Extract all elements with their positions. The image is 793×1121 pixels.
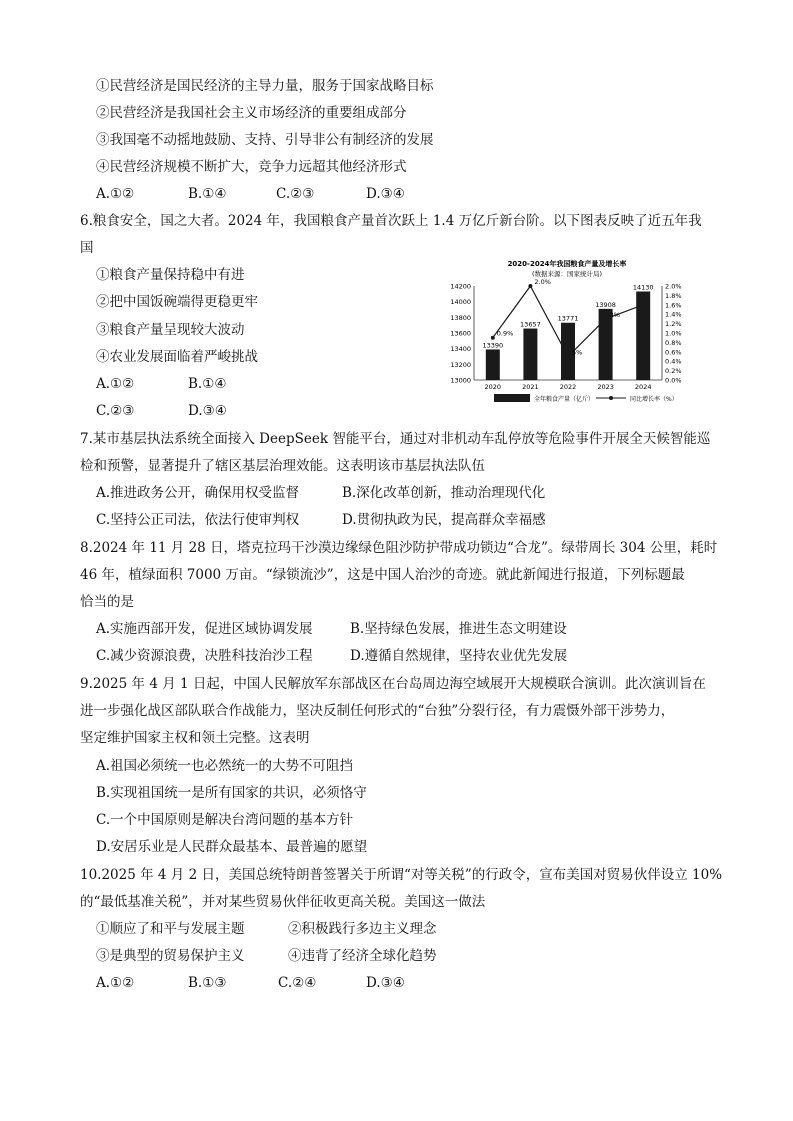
bar-value-label: 13390	[482, 341, 504, 350]
grain-production-chart	[436, 256, 698, 406]
q5-option-d: D.③④	[366, 186, 405, 202]
bar-value-label: 14130	[632, 283, 654, 292]
q8-option-a: A.实施西部开发，促进区域协调发展	[96, 621, 313, 637]
q10-option-a: A.①②	[96, 975, 135, 991]
y-left-tick-label: 13600	[450, 329, 471, 338]
bar	[523, 329, 537, 380]
y-left-tick-label: 13800	[450, 313, 471, 322]
q7-option-b: B.深化改革创新，推动治理现代化	[342, 485, 546, 501]
y-left-tick-label: 13000	[450, 376, 471, 385]
q8-stem-line-3: 恰当的是	[80, 594, 134, 610]
growth-rate-point	[566, 355, 570, 359]
bar-value-label: 13771	[557, 314, 579, 323]
q5-statement-3: ③我国毫不动摇地鼓励、支持、引导非公有制经济的发展	[96, 132, 434, 148]
q10-option-c: C.②④	[278, 975, 317, 991]
growth-rate-label: 0.9%	[496, 329, 514, 338]
bar-value-label: 13908	[595, 300, 616, 309]
q8-option-c: C.减少资源浪费，决胜科技治沙工程	[96, 648, 313, 664]
growth-rate-point	[491, 336, 495, 340]
q6-option-a: A.①②	[96, 376, 135, 392]
q10-statement-2: ②积极践行多边主义理念	[288, 921, 437, 937]
y-left-tick-label: 13200	[450, 360, 471, 369]
q10-statement-1: ①顺应了和平与发展主题	[96, 921, 245, 937]
legend-bar-swatch	[494, 394, 530, 402]
q9-option-c: C.一个中国原则是解决台湾问题的基本方针	[96, 812, 354, 828]
chart-title: 2020-2024年我国粮食产量及增长率	[507, 260, 627, 268]
x-tick-label: 2023	[597, 383, 614, 391]
q6-statement-1: ①粮食产量保持稳中有进	[96, 267, 245, 283]
q6-option-d: D.③④	[188, 403, 227, 419]
bar	[486, 349, 500, 380]
q10-statement-3: ③是典型的贸易保护主义	[96, 948, 245, 964]
q10-option-b: B.①③	[188, 975, 227, 991]
growth-rate-point	[528, 284, 532, 288]
q10-stem-line-1: 10.2025 年 4 月 2 日，美国总统特朗普签署关于所谓“对等关税”的行政令，宣布美国对贸易伙伴设立 10%	[80, 867, 723, 883]
q8-stem-line-2: 46 年，植绿面积 7000 万亩。“绿锁流沙”，这是中国人治沙的奇迹。就此新闻进行报道，下列标题最	[80, 567, 685, 583]
q8-stem-line-1: 8.2024 年 11 月 28 日，塔克拉玛干沙漠边缘绿色阻沙防护带成功锁边“合龙”。绿带周长 304 公里，耗时	[80, 540, 718, 556]
q6-stem-line-2: 国	[80, 240, 94, 256]
q5-option-a: A.①②	[96, 186, 135, 202]
q7-option-d: D.贯彻执政为民，提高群众幸福感	[342, 512, 546, 528]
q8-option-b: B.坚持绿色发展，推进生态文明建设	[350, 621, 567, 637]
y-right-tick-label: 1.8%	[665, 291, 682, 300]
q5-statement-1: ①民营经济是国民经济的主导力量，服务于国家战略目标	[96, 78, 434, 94]
bar-value-label: 13657	[520, 320, 541, 329]
y-right-tick-label: 0.4%	[665, 357, 682, 366]
growth-rate-label: 3%	[609, 310, 620, 319]
q8-option-d: D.遵循自然规律，坚持农业优先发展	[350, 648, 568, 664]
q9-option-d: D.安居乐业是人民群众最基本、最普遍的愿望	[96, 839, 368, 855]
y-left-tick-label: 14200	[450, 282, 471, 291]
y-right-tick-label: 1.6%	[665, 301, 682, 310]
y-right-tick-label: 1.4%	[665, 310, 682, 319]
q6-stem-line-1: 6.粮食安全，国之大者。2024 年，我国粮食产量首次跃上 1.4 万亿斤新台阶。以下图表反映了近五年我	[80, 213, 702, 229]
y-left-tick-label: 14000	[450, 298, 471, 307]
q6-statement-4: ④农业发展面临着严峻挑战	[96, 349, 258, 365]
y-right-tick-label: 0.8%	[665, 338, 682, 347]
q9-option-a: A.祖国必须统一也必然统一的大势不可阻挡	[96, 758, 354, 774]
growth-rate-label: 2.0%	[534, 278, 551, 286]
q10-statement-4: ④违背了经济全球化趋势	[288, 948, 437, 964]
y-right-tick-label: 1.2%	[665, 320, 682, 329]
q9-stem-line-3: 坚定维护国家主权和领土完整。这表明	[80, 730, 310, 746]
q5-statement-2: ②民营经济是我国社会主义市场经济的重要组成部分	[96, 105, 407, 121]
q10-stem-line-2: 的“最低基准关税”，并对某些贸易伙伴征收更高关税。美国这一做法	[80, 894, 486, 910]
q6-option-c: C.②③	[96, 403, 135, 419]
q7-option-c: C.坚持公正司法，依法行使审判权	[96, 512, 300, 528]
y-right-tick-label: 0.0%	[665, 376, 682, 385]
legend-line-marker	[609, 396, 613, 400]
q9-stem-line-1: 9.2025 年 4 月 1 日起，中国人民解放军东部战区在台岛周边海空域展开大规模联合演训。此次演训旨在	[80, 676, 706, 692]
q7-stem-line-2: 检和预警，显著提升了辖区基层治理效能。这表明该市基层执法队伍	[80, 458, 485, 474]
q7-option-a: A.推进政务公开，确保用权受监督	[96, 485, 300, 501]
y-right-tick-label: 0.6%	[665, 348, 682, 357]
q7-stem-line-1: 7.某市基层执法系统全面接入 DeepSeek 智能平台，通过对非机动车乱停放等危险事件开展全天候智能巡	[80, 431, 711, 447]
q5-option-c: C.②③	[276, 186, 315, 202]
y-right-tick-label: 0.2%	[665, 367, 682, 376]
q6-statement-3: ③粮食产量呈现较大波动	[96, 322, 245, 338]
chart-subtitle: (数据来源：国家统计局)	[531, 270, 603, 278]
growth-rate-point	[604, 317, 608, 321]
x-tick-label: 2021	[522, 383, 539, 391]
q9-option-b: B.实现祖国统一是所有国家的共识，必须恪守	[96, 785, 367, 801]
legend-line-label: 同比增长率（%）	[630, 396, 678, 403]
y-right-tick-label: 1.0%	[665, 329, 682, 338]
growth-rate-point	[641, 303, 645, 307]
q9-stem-line-2: 进一步强化战区部队联合作战能力，坚决反制任何形式的“台独”分裂行径，有力震慑外部干涉势力，	[80, 703, 675, 719]
y-right-tick-label: 2.0%	[665, 282, 682, 291]
growth-rate-label: 5%	[572, 348, 583, 357]
q5-option-b: B.①④	[188, 186, 227, 202]
x-tick-label: 2020	[484, 383, 502, 391]
q6-option-b: B.①④	[188, 376, 227, 392]
q6-statement-2: ②把中国饭碗端得更稳更牢	[96, 294, 258, 310]
y-left-tick-label: 13400	[450, 345, 471, 354]
q10-option-d: D.③④	[366, 975, 405, 991]
x-tick-label: 2022	[559, 383, 577, 391]
legend-bar-label: 全年粮食产量（亿斤）	[534, 396, 595, 403]
q5-statement-4: ④民营经济规模不断扩大，竞争力远超其他经济形式	[96, 159, 407, 175]
x-tick-label: 2024	[634, 383, 652, 391]
